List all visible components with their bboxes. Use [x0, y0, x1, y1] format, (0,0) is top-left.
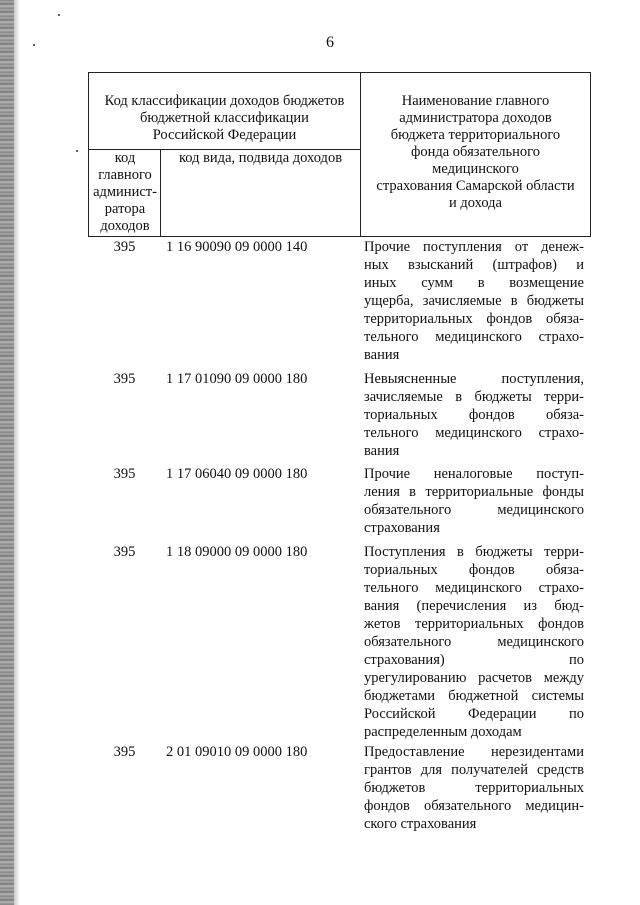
row-admin-code: 395 [113, 466, 136, 482]
description-line: страхования [364, 520, 440, 536]
description-line: ториальных фондов обяза- [364, 407, 584, 423]
row-income-code: 1 16 90090 09 0000 140 [166, 239, 308, 255]
description-line: урегулированию расчетов между [364, 670, 584, 686]
header-text-line: Российской Федерации [152, 127, 297, 143]
header-text-line: администратора доходов [399, 110, 552, 126]
description-line: территориальных фондов обяза- [364, 311, 584, 327]
row-income-code: 1 17 06040 09 0000 180 [166, 466, 308, 482]
header-text-line: бюджета территориального [390, 127, 561, 143]
row-income-code: 1 17 01090 09 0000 180 [166, 371, 308, 387]
description-line: вания (перечисления из бюд- [364, 598, 584, 614]
header-text-line: главного [98, 167, 152, 183]
description-line: Поступления в бюджеты терри- [364, 544, 584, 560]
row-admin-code: 395 [113, 371, 136, 387]
description-line: ского страхования [364, 816, 477, 832]
header-text-line: админист- [93, 184, 157, 200]
row-admin-code: 395 [113, 239, 136, 255]
header-text-line: Наименование главного [401, 93, 550, 109]
header-text-line: код вида, подвида доходов [178, 150, 343, 166]
header-text-line: фонда обязательного [410, 144, 541, 160]
description-line: тельного медицинского страхо- [364, 580, 584, 596]
scan-edge [0, 0, 14, 905]
row-description [364, 543, 584, 741]
header-text-line: доходов [100, 218, 150, 234]
row-description [364, 238, 584, 364]
row-income-code: 2 01 09010 09 0000 180 [166, 744, 308, 760]
scan-edge-shadow [14, 0, 20, 905]
description-line: ления в территориальные фонды [364, 484, 584, 500]
header-text-line: бюджетной классификации [140, 110, 309, 126]
description-line: бюджетов территориальных [364, 780, 584, 796]
row-admin-code: 395 [113, 544, 136, 560]
description-line: фондов обязательного медицин- [364, 798, 584, 814]
page-number: 6 [326, 34, 334, 51]
row-admin-code: 395 [113, 744, 136, 760]
description-line: Прочие поступления от денеж- [364, 239, 584, 255]
header-classification-code [88, 72, 361, 150]
header-administrator-name [360, 72, 591, 237]
header-text-line: код [114, 150, 136, 166]
description-line: обязательного медицинского [364, 634, 584, 650]
description-line: зачисляемые в бюджеты терри- [364, 389, 584, 405]
description-line: тельного медицинского страхо- [364, 425, 584, 441]
description-line: Прочие неналоговые поступ- [364, 466, 584, 482]
description-line: ных взысканий (штрафов) и [364, 257, 584, 273]
header-text-line: Код классификации доходов бюджетов [104, 93, 345, 109]
description-line: Российской Федерации по [364, 706, 584, 722]
header-text-line: страхования Самарской области [376, 178, 575, 194]
header-income-type-code [160, 149, 361, 237]
description-line: бюджетами бюджетной системы [364, 688, 584, 704]
description-line: распределенным доходам [364, 724, 522, 740]
description-line: Предоставление нерезидентами [364, 744, 584, 760]
row-description [364, 370, 584, 460]
row-income-code: 1 18 09000 09 0000 180 [166, 544, 308, 560]
scan-speck [58, 14, 60, 16]
description-line: ущерба, зачисляемые в бюджеты [364, 293, 584, 309]
description-line: обязательного медицинского [364, 502, 584, 518]
row-description [364, 465, 584, 537]
description-line: ториальных фондов обяза- [364, 562, 584, 578]
row-description [364, 743, 584, 833]
header-text-line: медицинского [432, 161, 519, 177]
scan-speck [33, 44, 35, 46]
description-line: вания [364, 347, 400, 363]
description-line: иных сумм в возмещение [364, 275, 584, 291]
description-line: страхования) по [364, 652, 584, 668]
header-text-line: и дохода [449, 195, 502, 211]
scan-speck [76, 150, 78, 152]
description-line: жетов территориальных фондов [364, 616, 584, 632]
description-line: вания [364, 443, 400, 459]
header-admin-code [88, 149, 161, 237]
description-line: Невыясненные поступления, [364, 371, 584, 387]
header-text-line: ратора [104, 201, 146, 217]
description-line: тельного медицинского страхо- [364, 329, 584, 345]
description-line: грантов для получателей средств [364, 762, 584, 778]
